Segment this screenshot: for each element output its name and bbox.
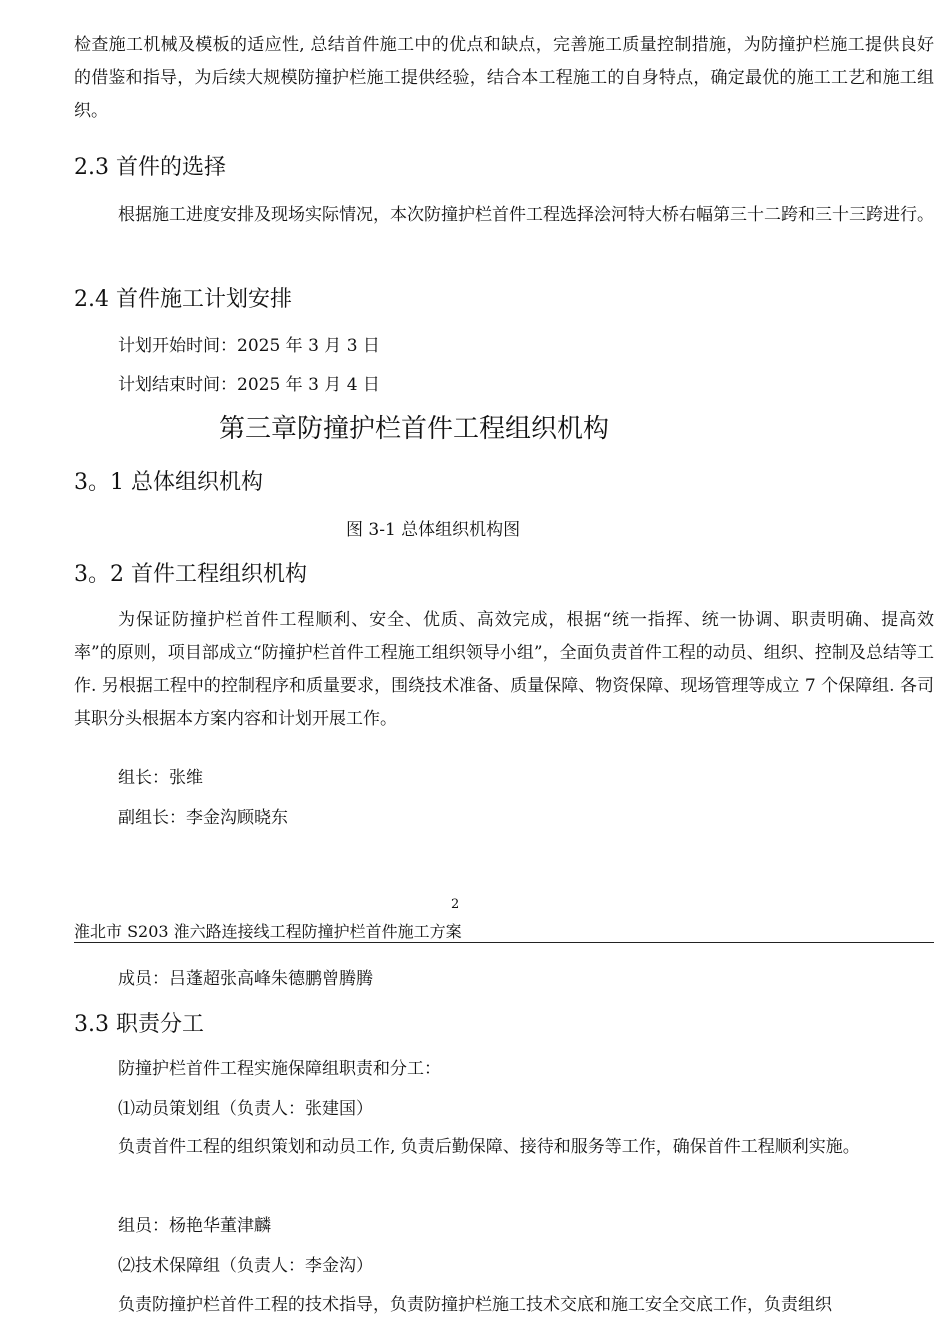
team-members: 成员：吕蓬超张高峰朱德鹏曾腾腾 xyxy=(118,969,373,989)
section-heading-2-3: 2.3 首件的选择 xyxy=(74,155,226,180)
group1-description: 负责首件工程的组织策划和动员工作, 负责后勤保障、接待和服务等工作，确保首件工程顺利实施。 xyxy=(118,1137,860,1157)
section-heading-3-3: 3.3 职责分工 xyxy=(74,1012,204,1037)
section-heading-3-1: 3。1 总体组织机构 xyxy=(74,470,263,495)
intro-paragraph: 检查施工机械及模板的适应性, 总结首件施工中的优点和缺点，完善施工质量控制措施，为防撞护栏施工提供良好的借鉴和指导，为后续大规模防撞护栏施工提供经验，结合本工程施工的自身特点，确定最优的施工工艺和施工组织。 xyxy=(74,35,934,121)
group1-title: ⑴动员策划组（负责人：张建国） xyxy=(118,1099,373,1119)
running-header: 淮北市 S203 淮六路连接线工程防撞护栏首件施工方案 xyxy=(74,922,462,941)
group1-members: 组员：杨艳华董津麟 xyxy=(118,1216,271,1236)
group2-title: ⑵技术保障组（负责人：李金沟） xyxy=(118,1256,373,1276)
deputy-team-leader: 副组长：李金沟顾晓东 xyxy=(118,808,288,828)
chapter-title: 第三章防撞护栏首件工程组织机构 xyxy=(219,414,610,444)
figure-caption: 图 3-1 总体组织机构图 xyxy=(346,520,521,540)
organization-paragraph: 为保证防撞护栏首件工程顺利、安全、优质、高效完成，根据“统一指挥、统一协调、职责明确、提高效率”的原则，项目部成立“防撞护栏首件工程施工组织领导小组”，全面负责首件工程的动员、组织、控制及总结等工作. 另根据工程中的控制程序和质量要求，围绕技术准备、质量保障、物资保障、现场管理等成立 7 个保障组. 各司其职分头根据本方案内容和计划开展工作。 xyxy=(74,610,934,729)
section-heading-3-2: 3。2 首件工程组织机构 xyxy=(74,562,307,587)
group2-description: 负责防撞护栏首件工程的技术指导，负责防撞护栏施工技术交底和施工安全交底工作，负责组织 xyxy=(118,1295,832,1315)
plan-start-time: 计划开始时间：2025 年 3 月 3 日 xyxy=(118,336,380,356)
team-leader: 组长：张维 xyxy=(118,768,203,788)
plan-end-time: 计划结束时间：2025 年 3 月 4 日 xyxy=(118,375,380,395)
page-number: 2 xyxy=(451,897,460,912)
duty-intro: 防撞护栏首件工程实施保障组职责和分工： xyxy=(118,1059,441,1079)
selection-paragraph: 根据施工进度安排及现场实际情况，本次防撞护栏首件工程选择浍河特大桥右幅第三十二跨和三十三跨进行。 xyxy=(118,205,934,225)
section-heading-2-4: 2.4 首件施工计划安排 xyxy=(74,287,292,312)
header-rule xyxy=(74,942,934,943)
